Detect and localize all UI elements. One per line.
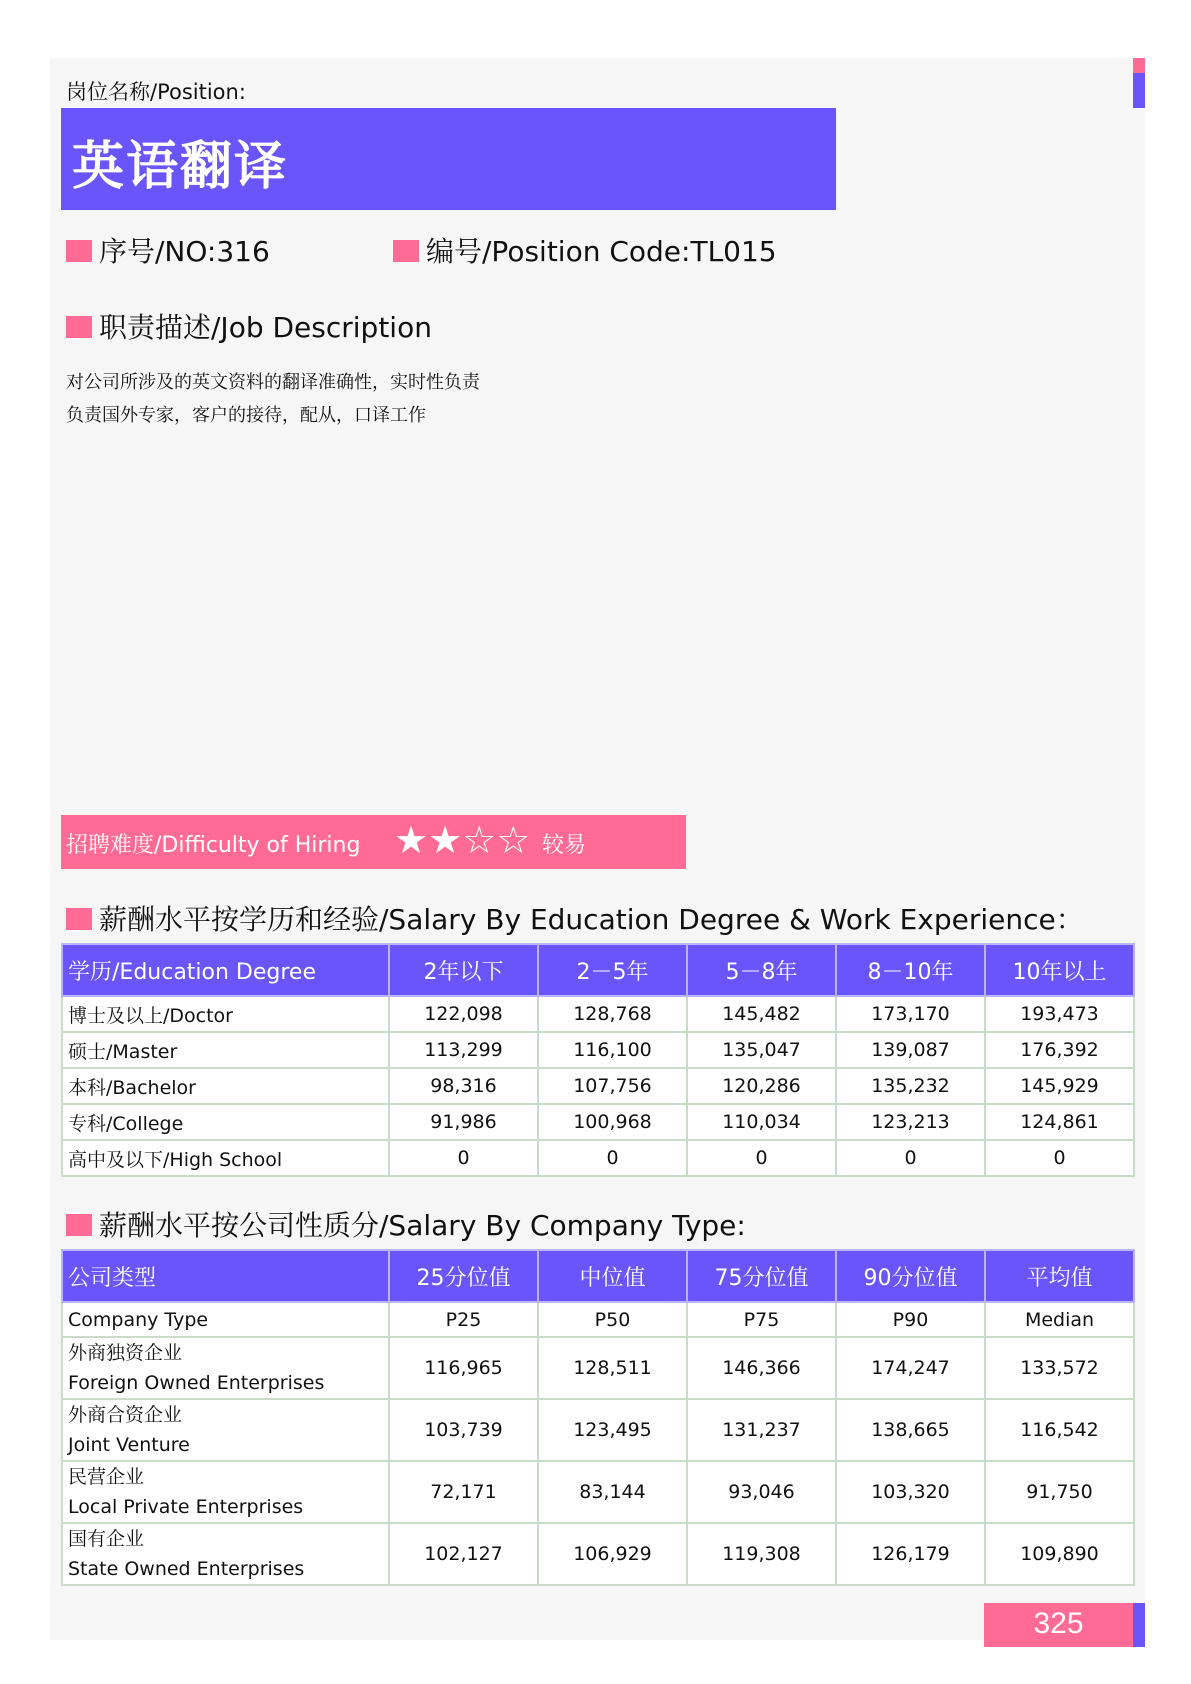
column-header: 75分位值 xyxy=(687,1250,836,1302)
row-label xyxy=(62,1337,389,1399)
column-header: 10年以上 xyxy=(985,944,1134,996)
position-label: 岗位名称/Position: xyxy=(66,80,246,104)
table-cell: 193,473 xyxy=(985,996,1134,1032)
table-cell: 0 xyxy=(389,1140,538,1176)
column-header: 90分位值 xyxy=(836,1250,985,1302)
table-cell: 135,047 xyxy=(687,1032,836,1068)
position-title: 英语翻译 xyxy=(72,137,289,197)
column-header: 学历/Education Degree xyxy=(62,944,389,996)
row-label-en: Joint Venture xyxy=(68,1434,190,1456)
table-cell: 91,750 xyxy=(985,1461,1134,1523)
table-cell: 123,213 xyxy=(836,1104,985,1140)
table-cell: 138,665 xyxy=(836,1399,985,1461)
salary-company-heading-text: 薪酬水平按公司性质分/Salary By Company Type: xyxy=(99,1209,746,1242)
bullet-square-icon xyxy=(66,1214,92,1236)
salary-company-heading xyxy=(66,1204,746,1244)
job-description-heading-text: 职责描述/Job Description xyxy=(99,311,432,344)
description-line: 负责国外专家，客户的接待，配从，口译工作 xyxy=(66,405,426,426)
position-code-text: 编号/Position Code:TL015 xyxy=(426,235,777,268)
job-description-heading xyxy=(66,306,432,346)
salary-company-table xyxy=(61,1249,1135,1586)
subheader-cell: Company Type xyxy=(62,1302,389,1337)
subheader-cell: P75 xyxy=(687,1302,836,1337)
row-label xyxy=(62,1399,389,1461)
page-number-accent xyxy=(1133,1603,1145,1647)
job-description xyxy=(66,366,480,432)
table-row xyxy=(62,1032,1134,1068)
table-cell: 139,087 xyxy=(836,1032,985,1068)
table-cell: 83,144 xyxy=(538,1461,687,1523)
table-cell: 176,392 xyxy=(985,1032,1134,1068)
table-cell: 120,286 xyxy=(687,1068,836,1104)
table-cell: 135,232 xyxy=(836,1068,985,1104)
table-cell: 116,965 xyxy=(389,1337,538,1399)
row-label-en: Foreign Owned Enterprises xyxy=(68,1372,325,1394)
subheader-cell: P25 xyxy=(389,1302,538,1337)
table-cell: 122,098 xyxy=(389,996,538,1032)
position-number xyxy=(66,230,270,270)
salary-education-heading xyxy=(66,898,1084,938)
row-label-en: State Owned Enterprises xyxy=(68,1558,305,1580)
bullet-square-icon xyxy=(66,908,92,930)
table-cell: 72,171 xyxy=(389,1461,538,1523)
column-header: 5－8年 xyxy=(687,944,836,996)
row-label-en: Local Private Enterprises xyxy=(68,1496,304,1518)
row-label: 高中及以下/High School xyxy=(62,1140,389,1176)
column-header: 平均值 xyxy=(985,1250,1134,1302)
row-label: 本科/Bachelor xyxy=(62,1068,389,1104)
column-header: 公司类型 xyxy=(62,1250,389,1302)
description-line: 对公司所涉及的英文资料的翻译准确性，实时性负责 xyxy=(66,372,480,393)
table-cell: 0 xyxy=(687,1140,836,1176)
table-cell: 119,308 xyxy=(687,1523,836,1585)
table-cell: 0 xyxy=(985,1140,1134,1176)
table-cell: 174,247 xyxy=(836,1337,985,1399)
table-cell: 145,929 xyxy=(985,1068,1134,1104)
bullet-square-icon xyxy=(66,240,92,262)
table-cell: 107,756 xyxy=(538,1068,687,1104)
table-cell: 102,127 xyxy=(389,1523,538,1585)
table-cell: 128,511 xyxy=(538,1337,687,1399)
table-cell: 113,299 xyxy=(389,1032,538,1068)
table-cell: 106,929 xyxy=(538,1523,687,1585)
row-label-cn: 外商独资企业 xyxy=(68,1342,183,1364)
table-cell: 116,542 xyxy=(985,1399,1134,1461)
subheader-cell: P50 xyxy=(538,1302,687,1337)
table-row xyxy=(62,1337,1134,1399)
table-cell: 123,495 xyxy=(538,1399,687,1461)
table-cell: 131,237 xyxy=(687,1399,836,1461)
table-cell: 109,890 xyxy=(985,1523,1134,1585)
table-cell: 103,320 xyxy=(836,1461,985,1523)
subheader-cell: Median xyxy=(985,1302,1134,1337)
table-cell: 0 xyxy=(836,1140,985,1176)
row-label-cn: 国有企业 xyxy=(68,1528,145,1550)
table-cell: 146,366 xyxy=(687,1337,836,1399)
row-label: 博士及以上/Doctor xyxy=(62,996,389,1032)
table-row xyxy=(62,1461,1134,1523)
subheader-cell: P90 xyxy=(836,1302,985,1337)
table-cell: 126,179 xyxy=(836,1523,985,1585)
table-cell: 173,170 xyxy=(836,996,985,1032)
table-cell: 100,968 xyxy=(538,1104,687,1140)
bullet-square-icon xyxy=(66,316,92,338)
corner-accent-pink xyxy=(1133,58,1145,73)
row-label: 硕士/Master xyxy=(62,1032,389,1068)
salary-education-table xyxy=(61,943,1135,1177)
row-label-cn: 民营企业 xyxy=(68,1466,145,1488)
table-cell: 0 xyxy=(538,1140,687,1176)
row-label: 专科/College xyxy=(62,1104,389,1140)
position-code xyxy=(393,230,777,270)
table-row xyxy=(62,1104,1134,1140)
table-row xyxy=(62,996,1134,1032)
table-cell: 124,861 xyxy=(985,1104,1134,1140)
difficulty-level: 较易 xyxy=(542,833,587,858)
column-header: 25分位值 xyxy=(389,1250,538,1302)
page-number: 325 xyxy=(1033,1607,1084,1640)
row-label xyxy=(62,1461,389,1523)
table-cell: 93,046 xyxy=(687,1461,836,1523)
table-header-row xyxy=(62,1250,1134,1302)
table-row xyxy=(62,1140,1134,1176)
column-header: 8－10年 xyxy=(836,944,985,996)
table-header-row xyxy=(62,944,1134,996)
table-cell: 110,034 xyxy=(687,1104,836,1140)
corner-accent-purple xyxy=(1133,73,1145,108)
difficulty-label: 招聘难度/Difficulty of Hiring xyxy=(66,833,361,858)
table-cell: 128,768 xyxy=(538,996,687,1032)
row-label-cn: 外商合资企业 xyxy=(68,1404,183,1426)
table-cell: 91,986 xyxy=(389,1104,538,1140)
column-header: 2年以下 xyxy=(389,944,538,996)
table-row xyxy=(62,1068,1134,1104)
salary-education-heading-text: 薪酬水平按学历和经验/Salary By Education Degree & Work Experience： xyxy=(99,903,1084,936)
column-header: 2－5年 xyxy=(538,944,687,996)
row-label xyxy=(62,1523,389,1585)
table-subheader-row xyxy=(62,1302,1134,1337)
position-number-text: 序号/NO:316 xyxy=(99,235,270,268)
table-cell: 133,572 xyxy=(985,1337,1134,1399)
difficulty-stars-icon: ★★☆☆ xyxy=(394,818,531,862)
table-cell: 116,100 xyxy=(538,1032,687,1068)
table-cell: 103,739 xyxy=(389,1399,538,1461)
table-row xyxy=(62,1399,1134,1461)
table-row xyxy=(62,1523,1134,1585)
bullet-square-icon xyxy=(393,240,419,262)
column-header: 中位值 xyxy=(538,1250,687,1302)
table-cell: 145,482 xyxy=(687,996,836,1032)
table-cell: 98,316 xyxy=(389,1068,538,1104)
